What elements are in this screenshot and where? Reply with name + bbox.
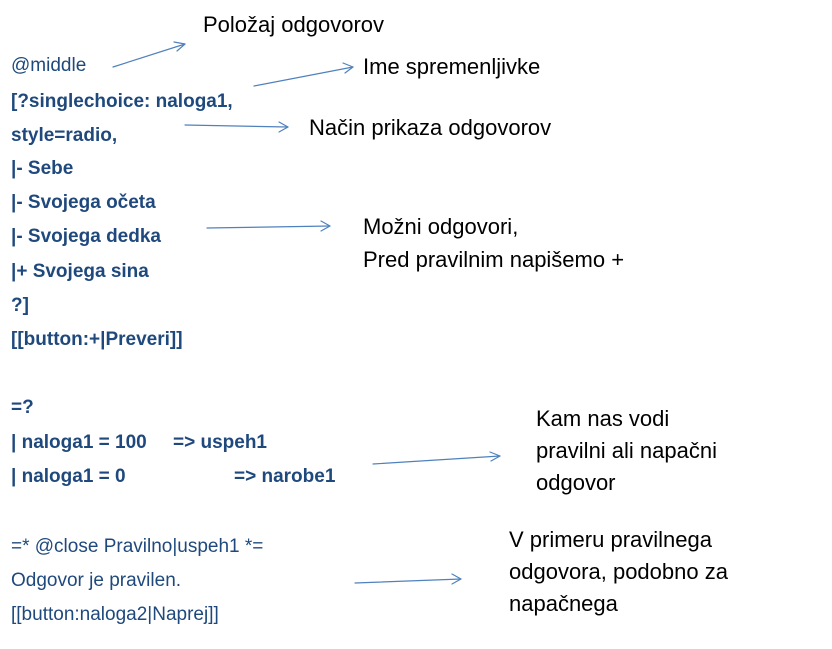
note-display: Način prikaza odgovorov — [309, 115, 552, 140]
code-section-start: =* @close Pravilno|uspeh1 *= — [11, 536, 264, 557]
code-condition-2-left: | naloga1 = 0 — [11, 466, 126, 487]
note-goto-line-2: pravilni ali napačni — [536, 438, 717, 463]
code-condition-2-right: => narobe1 — [234, 466, 336, 487]
arrow-to-goto — [373, 452, 500, 464]
code-answer-text: Odgovor je pravilen. — [11, 570, 182, 591]
arrow-to-position — [113, 42, 185, 67]
note-correct-line-3: napačnega — [509, 591, 618, 616]
code-singlechoice: [?singlechoice: naloga1, — [11, 91, 233, 112]
code-condition-start: =? — [11, 397, 34, 418]
note-goto-line-1: Kam nas vodi — [536, 406, 670, 431]
code-button-check: [[button:+|Preveri]] — [11, 329, 183, 350]
code-button-next: [[button:naloga2|Naprej]] — [11, 604, 219, 625]
code-style: style=radio, — [11, 125, 118, 146]
note-goto-line-3: odgovor — [536, 470, 616, 495]
code-option-1: |- Sebe — [11, 158, 74, 179]
code-option-2: |- Svojega očeta — [11, 192, 156, 213]
code-close-question: ?] — [11, 295, 29, 316]
note-options-line-1: Možni odgovori, — [363, 214, 519, 239]
note-correct-line-1: V primeru pravilnega — [509, 527, 712, 552]
code-condition-1-right: => uspeh1 — [173, 432, 267, 453]
arrow-to-display — [185, 122, 288, 132]
note-correct-line-2: odgovora, podobno za — [509, 559, 728, 584]
note-variable: Ime spremenljivke — [363, 54, 541, 79]
arrow-to-variable — [254, 63, 353, 86]
note-options-line-2: Pred pravilnim napišemo + — [363, 247, 625, 272]
code-middle: @middle — [11, 55, 87, 76]
note-position: Položaj odgovorov — [203, 12, 385, 37]
code-option-4: |+ Svojega sina — [11, 261, 149, 282]
arrow-to-options — [207, 221, 330, 231]
arrow-to-correct — [355, 574, 461, 584]
code-option-3: |- Svojega dedka — [11, 226, 161, 247]
code-condition-1-left: | naloga1 = 100 — [11, 432, 147, 453]
